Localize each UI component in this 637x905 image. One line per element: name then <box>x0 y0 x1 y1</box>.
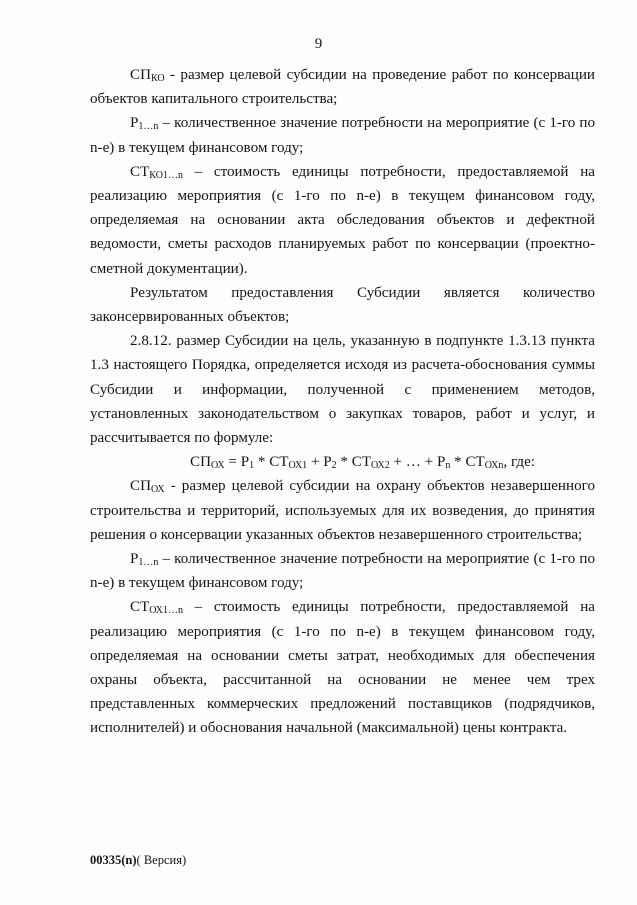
formula-tail: , где: <box>503 454 535 471</box>
symbol: СП <box>130 478 151 495</box>
document-version: ( Версия) <box>136 853 187 867</box>
formula-lhs: СП <box>190 454 211 471</box>
formula-op: * <box>254 454 270 471</box>
formula-sub: ОХn <box>484 460 504 472</box>
formula-sub: n <box>445 460 451 472</box>
formula-term: Р <box>240 454 250 471</box>
formula-sub: ОХ2 <box>371 460 390 472</box>
definition-text: - размер целевой субсидии на проведение работ по консервации объектов капитального строительства; <box>90 67 595 108</box>
document-body <box>90 63 595 741</box>
formula-term: Р <box>436 454 446 471</box>
document-footer <box>90 853 186 868</box>
paragraph-definition-p <box>90 111 595 159</box>
paragraph-definition-p2 <box>90 547 595 595</box>
formula-sub: 1 <box>249 460 255 472</box>
symbol: Р <box>130 551 139 568</box>
formula-sub: 2 <box>331 460 337 472</box>
paragraph-definition-spox <box>90 474 595 547</box>
symbol-subscript: ОХ1…n <box>149 605 183 617</box>
paragraph-definition-spko <box>90 63 595 111</box>
symbol-subscript: 1…n <box>138 121 159 133</box>
formula-term: СТ <box>351 454 372 471</box>
formula-term: СТ <box>269 454 289 471</box>
formula-sub: ОХ1 <box>288 460 308 472</box>
definition-text: - размер целевой субсидии на охрану объектов незавершенного строительства и территорий, используемых для их возведения, до принятия решения о консервации указанных объектов незавершенного строительства; <box>90 478 595 543</box>
document-code: 00335(n) <box>90 853 137 867</box>
symbol: СТ <box>130 599 150 616</box>
formula-op: + … + <box>389 454 437 471</box>
definition-text: – количественное значение потребности на мероприятие (с 1-го по n-е) в текущем финансовом году; <box>90 551 595 592</box>
paragraph-definition-stox <box>90 595 595 740</box>
symbol-subscript: КО1…n <box>149 169 183 181</box>
formula <box>90 450 595 474</box>
definition-text: – стоимость единицы потребности, предоставляемой на реализацию мероприятия (с 1-го по n-е) в текущем финансовом году, определяемая на основании сметы затрат, необходимых для обеспечения охраны объекта, рассчитанной на основании не менее чем трех представленных коммерческих предложений поставщиков (подрядчиков, исполнителей) и обоснования начальной (максимальной) цены контракта. <box>90 599 595 737</box>
symbol: Р <box>130 115 139 132</box>
definition-text: – количественное значение потребности на мероприятие (с 1-го по n-е) в текущем финансовом году; <box>90 115 595 156</box>
symbol: СП <box>130 67 151 83</box>
page-number: 9 <box>314 36 323 52</box>
formula-op: * <box>336 454 352 471</box>
formula-term: СТ <box>465 454 485 471</box>
paragraph-2-8-12: 2.8.12. размер Субсидии на цель, указанную в подпункте 1.3.13 пункта 1.3 настоящего Порядка, определяется исходя из расчета-обоснования суммы Субсидии и информации, полученной с применением методов, установленных законодательством о закупках товаров, работ и услуг, и рассчитывается по формуле: <box>90 333 595 447</box>
symbol-subscript: 1…n <box>138 557 159 569</box>
formula-term: Р <box>323 454 332 471</box>
formula-sub: ОХ <box>210 460 225 472</box>
symbol: СТ <box>130 163 150 180</box>
formula-op: = <box>224 454 241 471</box>
formula-op: * <box>450 454 466 471</box>
formula-op: + <box>307 454 324 471</box>
paragraph-result: Результатом предоставления Субсидии является количество законсервированных объектов; <box>90 284 595 326</box>
symbol-subscript: КО <box>150 73 165 84</box>
definition-text: – стоимость единицы потребности, предоставляемой на реализацию мероприятия (с 1-го по n-е) в текущем финансовом году, определяемая на основании акта обследования объектов и дефектной ведомости, сметы расходов планируемых работ по консервации (проектно-сметной документации). <box>90 163 595 277</box>
symbol-subscript: ОХ <box>150 484 165 496</box>
paragraph-definition-stko <box>90 160 595 281</box>
